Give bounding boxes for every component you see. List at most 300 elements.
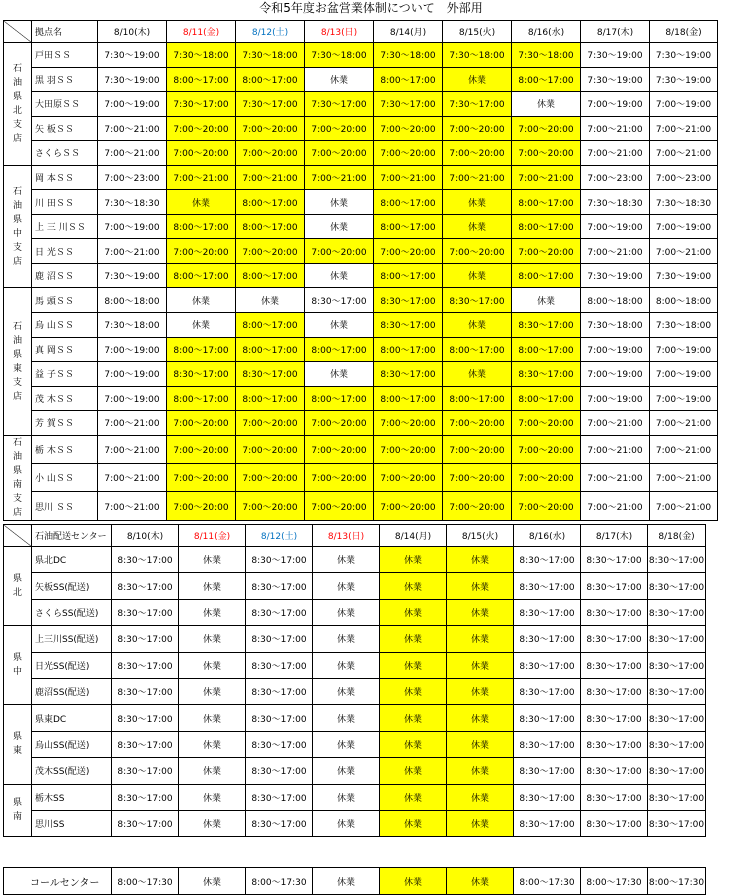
hours-cell: 休業 [236,288,305,313]
delivery-center-table [3,524,706,837]
hours-cell: 8:30～17:00 [581,547,648,573]
hours-cell: 7:30～18:00 [374,43,443,68]
hours-cell: 7:00～21:00 [443,165,512,190]
location-name: 烏山SS(配送) [32,731,112,757]
hours-cell: 8:30～17:00 [374,288,443,313]
hours-cell: 7:00～20:00 [512,239,581,264]
hours-cell: 8:30～17:00 [514,678,581,704]
header-label: 石油配送センター [32,525,112,547]
hours-cell: 8:30～17:00 [581,626,648,652]
table-row [4,652,706,678]
hours-cell: 7:00～20:00 [374,411,443,436]
hours-cell: 8:00～17:30 [246,868,313,895]
hours-cell: 8:30～17:00 [514,705,581,731]
hours-cell: 8:30～17:00 [648,810,706,836]
date-header: 8/13(日) [305,21,374,43]
group-label: 県南 [4,784,32,837]
location-name: 芳 賀ＳＳ [32,411,98,436]
group-label: 石油県東支店 [4,288,32,435]
hours-cell: 8:30～17:00 [246,573,313,599]
hours-cell: 休業 [380,868,447,895]
table-row [4,214,718,239]
hours-cell: 7:00～20:00 [167,116,236,141]
hours-cell: 8:30～17:00 [112,547,179,573]
hours-cell: 8:30～17:00 [514,784,581,810]
hours-cell: 休業 [380,810,447,836]
header-row [4,21,718,43]
hours-cell: 8:30～17:00 [246,626,313,652]
location-name: 上三川SS(配送) [32,626,112,652]
hours-cell: 7:30～18:30 [650,190,718,215]
hours-cell: 7:00～19:00 [581,386,650,411]
location-name: 栃 木ＳＳ [32,435,98,463]
hours-cell: 休業 [179,573,246,599]
hours-cell: 7:00～20:00 [236,141,305,166]
hours-cell: 7:00～20:00 [374,141,443,166]
location-name: 茂木SS(配送) [32,758,112,784]
hours-cell: 7:30～19:00 [98,263,167,288]
hours-cell: 8:30～17:00 [648,758,706,784]
hours-cell: 7:30～17:00 [167,92,236,117]
hours-cell: 休業 [447,626,514,652]
hours-cell: 7:00～19:00 [581,92,650,117]
hours-cell: 7:00～20:00 [236,435,305,463]
hours-cell: 8:30～17:00 [112,599,179,625]
hours-cell: 休業 [447,547,514,573]
hours-cell: 8:30～17:00 [581,810,648,836]
hours-cell: 休業 [313,758,380,784]
hours-cell: 7:00～20:00 [374,239,443,264]
hours-cell: 休業 [447,758,514,784]
hours-cell: 7:30～17:00 [374,92,443,117]
hours-cell: 8:00～17:00 [305,337,374,362]
hours-cell: 8:30～17:00 [112,810,179,836]
hours-cell: 休業 [447,573,514,599]
hours-cell: 8:00～17:00 [236,386,305,411]
hours-cell: 休業 [313,652,380,678]
hours-cell: 8:30～17:00 [514,547,581,573]
date-header: 8/10(木) [112,525,179,547]
hours-cell: 7:00～21:00 [581,141,650,166]
hours-cell: 7:00～21:00 [581,492,650,520]
hours-cell: 休業 [179,626,246,652]
hours-cell: 7:30～19:00 [650,263,718,288]
hours-cell: 8:30～17:00 [514,626,581,652]
hours-cell: 休業 [305,67,374,92]
hours-cell: 休業 [447,652,514,678]
hours-cell: 8:00～17:00 [236,263,305,288]
date-header: 8/11(金) [167,21,236,43]
hours-cell: 8:30～17:00 [648,626,706,652]
header-row [4,525,706,547]
table-row [4,313,718,338]
hours-cell: 8:30～17:00 [246,547,313,573]
store-hours-table [3,20,718,521]
hours-cell: 7:00～21:00 [650,435,718,463]
location-name: 真 岡ＳＳ [32,337,98,362]
hours-cell: 7:00～19:00 [650,386,718,411]
date-header: 8/11(金) [179,525,246,547]
table-row [4,141,718,166]
hours-cell: 休業 [447,731,514,757]
hours-cell: 8:30～17:00 [581,599,648,625]
hours-cell: 7:30～18:00 [443,43,512,68]
hours-cell: 7:00～20:00 [167,141,236,166]
hours-cell: 8:30～17:00 [581,678,648,704]
hours-cell: 8:00～17:00 [236,190,305,215]
hours-cell: 8:30～17:00 [581,784,648,810]
hours-cell: 7:00～21:00 [650,411,718,436]
hours-cell: 休業 [313,599,380,625]
hours-cell: 休業 [179,758,246,784]
location-name: 県東DC [32,705,112,731]
hours-cell: 7:00～20:00 [443,435,512,463]
hours-cell: 7:00～21:00 [650,239,718,264]
hours-cell: 7:00～20:00 [443,141,512,166]
hours-cell: 7:30～18:30 [98,190,167,215]
hours-cell: 休業 [447,705,514,731]
hours-cell: 休業 [313,626,380,652]
hours-cell: 休業 [305,362,374,387]
hours-cell: 休業 [167,190,236,215]
hours-cell: 7:00～21:00 [98,239,167,264]
hours-cell: 8:00～17:00 [305,386,374,411]
hours-cell: 休業 [313,678,380,704]
hours-cell: 7:30～19:00 [650,67,718,92]
hours-cell: 7:00～20:00 [374,464,443,492]
hours-cell: 7:00～20:00 [236,492,305,520]
hours-cell: 8:30～17:00 [581,705,648,731]
hours-cell: 8:30～17:00 [246,784,313,810]
hours-cell: 休業 [447,868,514,895]
hours-cell: 8:00～17:00 [167,263,236,288]
hours-cell: 8:00～17:00 [374,190,443,215]
page-title: 令和5年度お盆営業体制について 外部用 [259,1,483,15]
hours-cell: 休業 [179,678,246,704]
hours-cell: 休業 [313,705,380,731]
hours-cell: 8:30～17:00 [514,599,581,625]
hours-cell: 7:00～21:00 [98,116,167,141]
hours-cell: 休業 [443,190,512,215]
date-header: 8/16(水) [514,525,581,547]
hours-cell: 8:00～17:30 [648,868,706,895]
hours-cell: 7:00～20:00 [512,411,581,436]
table-row [4,92,718,117]
hours-cell: 8:30～17:00 [443,288,512,313]
hours-cell: 7:00～20:00 [443,116,512,141]
hours-cell: 7:00～23:00 [581,165,650,190]
group-label: 県東 [4,705,32,784]
location-name: 上 三 川ＳＳ [32,214,98,239]
hours-cell: 7:00～20:00 [443,239,512,264]
hours-cell: 8:30～17:00 [112,626,179,652]
hours-cell: 7:30～18:00 [98,313,167,338]
hours-cell: 8:30～17:00 [246,731,313,757]
hours-cell: 休業 [380,784,447,810]
hours-cell: 7:00～20:00 [512,141,581,166]
hours-cell: 8:30～17:00 [512,362,581,387]
hours-cell: 休業 [313,810,380,836]
hours-cell: 7:00～23:00 [650,165,718,190]
hours-cell: 7:00～21:00 [98,411,167,436]
hours-cell: 休業 [380,599,447,625]
hours-cell: 7:00～19:00 [650,214,718,239]
hours-cell: 7:00～20:00 [512,116,581,141]
hours-cell: 7:00～20:00 [305,492,374,520]
table-row [4,464,718,492]
hours-cell: 7:00～21:00 [581,411,650,436]
hours-cell: 8:30～17:00 [246,678,313,704]
table-row [4,705,706,731]
hours-cell: 8:30～17:00 [514,731,581,757]
hours-cell: 休業 [443,313,512,338]
hours-cell: 7:00～21:00 [581,464,650,492]
location-name: 鹿 沼ＳＳ [32,263,98,288]
hours-cell: 7:00～19:00 [98,362,167,387]
hours-cell: 休業 [313,547,380,573]
hours-cell: 8:30～17:00 [648,705,706,731]
hours-cell: 8:30～17:00 [648,547,706,573]
hours-cell: 8:30～17:00 [581,758,648,784]
hours-cell: 7:00～21:00 [236,165,305,190]
location-name: 黒 羽ＳＳ [32,67,98,92]
hours-cell: 7:00～20:00 [443,411,512,436]
hours-cell: 7:00～19:00 [581,362,650,387]
table-row [4,626,706,652]
hours-cell: 7:00～21:00 [98,464,167,492]
hours-cell: 休業 [313,868,380,895]
hours-cell: 7:00～21:00 [650,116,718,141]
call-center-row [4,868,706,895]
hours-cell: 8:30～17:00 [167,362,236,387]
hours-cell: 8:00～17:00 [512,67,581,92]
date-header: 8/10(木) [98,21,167,43]
hours-cell: 7:00～20:00 [305,141,374,166]
hours-cell: 7:00～20:00 [236,239,305,264]
hours-cell: 7:00～20:00 [236,464,305,492]
hours-cell: 休業 [179,731,246,757]
date-header: 8/14(月) [380,525,447,547]
hours-cell: 休業 [313,784,380,810]
hours-cell: 8:00～17:00 [374,337,443,362]
group-label: 石油県北支店 [4,43,32,166]
date-header: 8/17(木) [581,21,650,43]
hours-cell: 7:00～19:00 [650,362,718,387]
hours-cell: 7:00～20:00 [305,411,374,436]
hours-cell: 8:00～17:00 [167,386,236,411]
table-row [4,758,706,784]
hours-cell: 8:00～17:00 [374,263,443,288]
hours-cell: 8:30～17:00 [514,573,581,599]
hours-cell: 8:30～17:00 [112,573,179,599]
hours-cell: 休業 [167,288,236,313]
hours-cell: 8:30～17:00 [112,652,179,678]
hours-cell: 7:00～19:00 [581,214,650,239]
table-row [4,386,718,411]
group-label: 県中 [4,626,32,705]
hours-cell: 8:30～17:00 [246,705,313,731]
table-row [4,678,706,704]
hours-cell: 休業 [380,731,447,757]
hours-cell: 7:00～19:00 [650,337,718,362]
hours-cell: 7:30～18:30 [581,190,650,215]
hours-cell: 8:30～17:00 [112,731,179,757]
location-name: 矢板SS(配送) [32,573,112,599]
hours-cell: 7:00～20:00 [374,435,443,463]
hours-cell: 7:00～20:00 [167,435,236,463]
table-row [4,362,718,387]
hours-cell: 8:00～17:00 [512,263,581,288]
header-diagonal-cell [4,21,32,43]
hours-cell: 7:00～20:00 [167,411,236,436]
hours-cell: 7:00～19:00 [98,214,167,239]
hours-cell: 7:00～21:00 [581,116,650,141]
hours-cell: 8:30～17:00 [112,678,179,704]
table-row [4,492,718,520]
hours-cell: 7:00～20:00 [167,492,236,520]
hours-cell: 休業 [179,705,246,731]
hours-cell: 休業 [380,547,447,573]
hours-cell: 休業 [380,573,447,599]
hours-cell: 休業 [167,313,236,338]
hours-cell: 7:00～20:00 [305,239,374,264]
location-name: 日光SS(配送) [32,652,112,678]
date-header: 8/18(金) [650,21,718,43]
location-name: 小 山ＳＳ [32,464,98,492]
hours-cell: 休業 [443,67,512,92]
hours-cell: 8:30～17:00 [305,288,374,313]
hours-cell: 7:30～18:00 [650,313,718,338]
hours-cell: 休業 [447,599,514,625]
hours-cell: 8:00～17:00 [167,67,236,92]
hours-cell: 8:00～17:00 [374,386,443,411]
hours-cell: 8:30～17:00 [374,362,443,387]
header-label: 拠点名 [32,21,98,43]
hours-cell: 休業 [380,678,447,704]
hours-cell: 7:00～20:00 [305,116,374,141]
hours-cell: 7:00～19:00 [98,386,167,411]
hours-cell: 8:00～17:30 [581,868,648,895]
hours-cell: 8:00～18:00 [98,288,167,313]
table-row [4,190,718,215]
hours-cell: 8:30～17:00 [648,784,706,810]
date-header: 8/18(金) [648,525,706,547]
hours-cell: 休業 [305,214,374,239]
location-name: 烏 山ＳＳ [32,313,98,338]
table-row [4,43,718,68]
hours-cell: 8:30～17:00 [648,599,706,625]
hours-cell: 7:30～19:00 [581,43,650,68]
hours-cell: 8:30～17:00 [112,758,179,784]
hours-cell: 7:00～20:00 [512,464,581,492]
hours-cell: 7:00～19:00 [650,92,718,117]
hours-cell: 7:30～19:00 [98,67,167,92]
hours-cell: 7:30～18:00 [512,43,581,68]
hours-cell: 8:30～17:00 [112,705,179,731]
table-row [4,165,718,190]
date-header: 8/12(土) [236,21,305,43]
location-name: さくらSS(配送) [32,599,112,625]
hours-cell: 7:00～21:00 [98,492,167,520]
hours-cell: 7:30～17:00 [305,92,374,117]
hours-cell: 休業 [380,652,447,678]
location-name: 馬 頭ＳＳ [32,288,98,313]
location-name: 益 子ＳＳ [32,362,98,387]
hours-cell: 休業 [443,263,512,288]
table-row [4,810,706,836]
hours-cell: 8:30～17:00 [648,652,706,678]
hours-cell: 8:00～17:00 [167,337,236,362]
hours-cell: 7:00～20:00 [443,492,512,520]
hours-cell: 7:00～20:00 [374,116,443,141]
hours-cell: 7:00～21:00 [650,464,718,492]
hours-cell: 7:00～20:00 [236,116,305,141]
hours-cell: 休業 [179,810,246,836]
hours-cell: 8:00～17:00 [236,337,305,362]
hours-cell: 7:30～19:00 [581,263,650,288]
hours-cell: 8:30～17:00 [374,313,443,338]
location-name: 大田原ＳＳ [32,92,98,117]
hours-cell: 7:00～20:00 [305,435,374,463]
hours-cell: 休業 [380,705,447,731]
hours-cell: 休業 [305,313,374,338]
hours-cell: 休業 [447,810,514,836]
hours-cell: 7:30～18:00 [167,43,236,68]
hours-cell: 7:00～21:00 [581,435,650,463]
hours-cell: 8:00～17:30 [112,868,179,895]
table-row [4,599,706,625]
location-name: さくらＳＳ [32,141,98,166]
location-name: 茂 木ＳＳ [32,386,98,411]
hours-cell: 休業 [447,678,514,704]
hours-cell: 7:00～23:00 [98,165,167,190]
call-center-table [3,867,706,895]
hours-cell: 8:00～17:00 [512,214,581,239]
hours-cell: 8:00～17:00 [512,337,581,362]
table-row [4,573,706,599]
group-label: 石油県南支店 [4,435,32,520]
hours-cell: 7:30～19:00 [650,43,718,68]
hours-cell: 8:30～17:00 [246,758,313,784]
date-header: 8/13(日) [313,525,380,547]
hours-cell: 8:30～17:00 [648,573,706,599]
location-name: 矢 板ＳＳ [32,116,98,141]
hours-cell: 休業 [179,547,246,573]
hours-cell: 8:00～17:00 [167,214,236,239]
hours-cell: 休業 [179,599,246,625]
hours-cell: 7:30～19:00 [581,67,650,92]
date-header: 8/17(木) [581,525,648,547]
table-row [4,731,706,757]
header-diagonal-cell [4,525,32,547]
hours-cell: 7:30～17:00 [443,92,512,117]
table-row [4,239,718,264]
hours-cell: 休業 [512,288,581,313]
group-label: 県北 [4,547,32,626]
hours-cell: 8:30～17:00 [648,678,706,704]
location-name: 栃木SS [32,784,112,810]
hours-cell: 7:00～20:00 [236,411,305,436]
table-row [4,288,718,313]
location-name: 思川 ＳＳ [32,492,98,520]
table-row [4,435,718,463]
table-row [4,116,718,141]
hours-cell: 7:00～20:00 [305,464,374,492]
hours-cell: 7:00～21:00 [650,141,718,166]
hours-cell: 7:30～19:00 [98,43,167,68]
hours-cell: 7:00～19:00 [98,337,167,362]
hours-cell: 7:00～21:00 [167,165,236,190]
